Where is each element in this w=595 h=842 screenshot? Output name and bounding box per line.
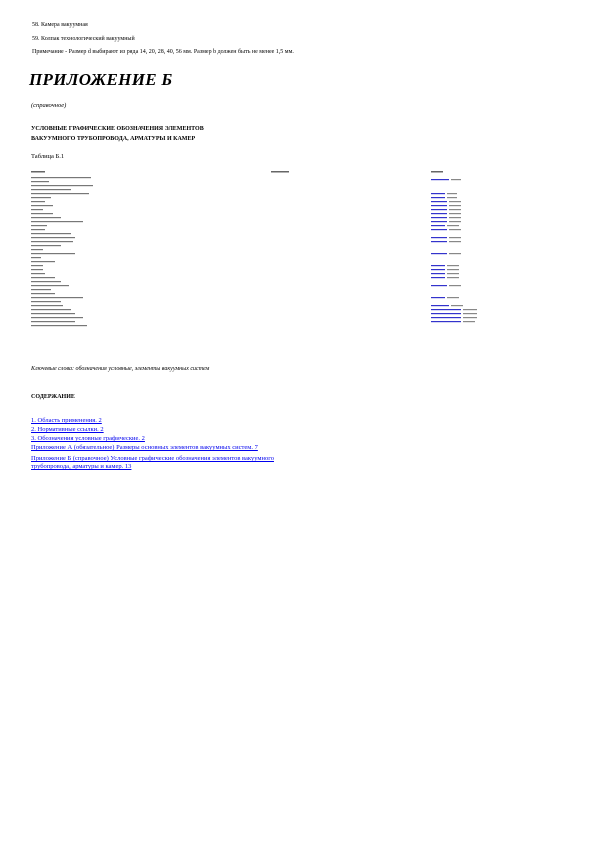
page-title: ПРИЛОЖЕНИЕ Б — [29, 70, 173, 89]
list-item-58: 58. Камера вакуумная — [32, 22, 88, 28]
toc-link-scope[interactable]: 1. Область применения. 2 — [31, 417, 102, 424]
table-header-row — [31, 171, 443, 173]
keywords: Ключевые слова: обозначения условные, элементы вакуумных систем — [31, 366, 210, 372]
table-caption: Таблица Б.1 — [31, 153, 65, 160]
table-right-column-links — [431, 179, 461, 322]
appendix-subheading — [31, 124, 204, 144]
list-item-59: 59. Колпак технологический вакуумный — [32, 36, 135, 42]
toc-link-symbols[interactable]: 3. Обозначения условные графические. 2 — [31, 435, 145, 442]
subheading-line-2: ВАКУУМНОГО ТРУБОПРОВОДА, АРМАТУРЫ И КАМЕР — [31, 136, 196, 142]
table-left-column — [31, 177, 93, 326]
subheading-line-1: УСЛОВНЫЕ ГРАФИЧЕСКИЕ ОБОЗНАЧЕНИЯ ЭЛЕМЕНТОВ — [31, 126, 204, 132]
toc-link-appendix-a[interactable]: Приложение А (обязательное) Размеры основных элементов вакуумных систем. 7 — [31, 444, 258, 451]
table-right-column-codes — [447, 179, 477, 322]
note: Примечание - Размер d выбирают из ряда 14, 20, 28, 40, 56 мм. Размер b должен быть не менее 1,5 мм. — [32, 49, 294, 55]
table-of-contents — [31, 417, 311, 471]
toc-link-appendix-b[interactable]: Приложение Б (справочное) Условные графические обозначения элементов вакуумного трубопровода, арматуры и камер. 13 — [31, 455, 274, 470]
symbols-table — [31, 171, 491, 331]
appendix-type: (справочное) — [31, 102, 67, 109]
toc-link-references[interactable]: 2. Нормативные ссылки. 2 — [31, 426, 104, 433]
toc-heading: СОДЕРЖАНИЕ — [31, 394, 75, 400]
